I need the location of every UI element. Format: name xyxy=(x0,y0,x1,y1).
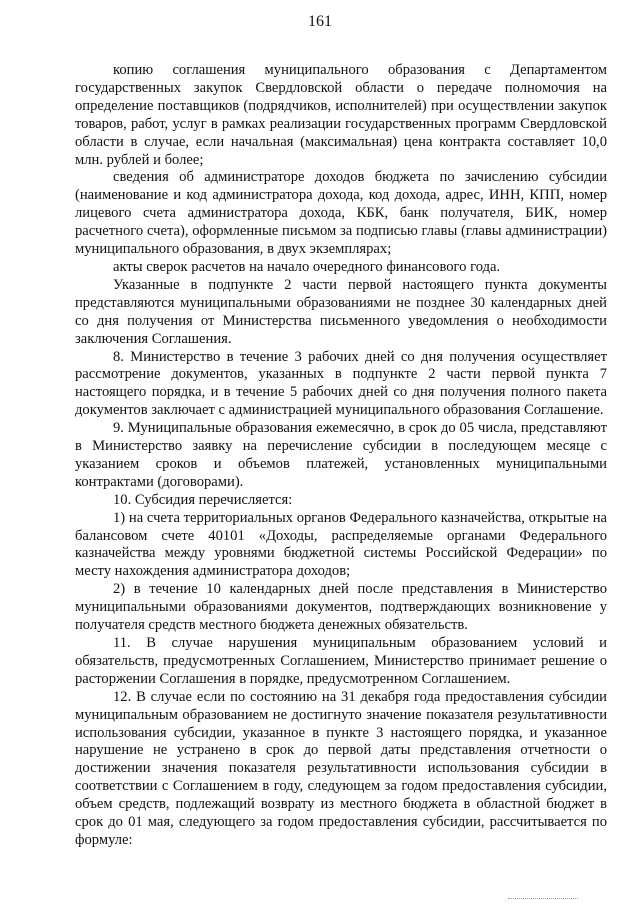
paragraph-reconciliation-acts: акты сверок расчетов на начало очередного финансового года. xyxy=(113,258,501,275)
paragraph-item-8: 8. Министерство в течение 3 рабочих дней со дня получения осуществляет рассмотрение документов, указанных в подпункте 2 части первой пункта 7 настоящего порядка, и в течение 5 рабочих дней со дня получения полного пакета документов заключает с администрацией муниципального образования Соглашение. xyxy=(75,348,607,419)
scan-artifact xyxy=(508,898,578,901)
paragraph-agreement-copy: копию соглашения муниципального образования с Департаментом государственных закупок Свердловской области о передаче полномочия на определение поставщиков (подрядчиков, исполнителей) при осуществлении закупок товаров, работ, услуг в рамках реализации государственных программ Свердловской области в случае, если начальная (максимальная) цена контракта составляет 10,0 млн. рублей и более; xyxy=(75,62,607,168)
paragraph-item-10: 10. Субсидия перечисляется: xyxy=(113,491,293,508)
paragraph-item-9: 9. Муниципальные образования ежемесячно, в срок до 05 числа, представляют в Министерство заявку на перечисление субсидии в последующем месяце с указанием сроков и объемов платежей, установленных муниципальными контрактами (договорами). xyxy=(75,420,607,490)
paragraph-item-10-1: 1) на счета территориальных органов Федерального казначейства, открытые на балансовом счете 40101 «Доходы, распределяемые органами Федерального казначейства между уровнями бюджетной системы Российской Федерации» по месту нахождения администратора доходов; xyxy=(75,509,607,580)
page-number: 161 xyxy=(308,13,332,30)
paragraph-submission-deadline: Указанные в подпункте 2 части первой настоящего пункта документы представляются муниципальными образованиями не позднее 30 календарных дней со дня получения от Министерства письменного уведомления о необходимости заключения Соглашения. xyxy=(75,276,607,347)
document-body xyxy=(75,62,607,850)
paragraph-revenue-admin-info: сведения об администраторе доходов бюджета по зачислению субсидии (наименование и код администратора дохода, код дохода, адрес, ИНН, КПП, номер лицевого счета администратора дохода, КБК, банк получателя, БИК, номер расчетного счета), оформленные письмом за подписью главы (главы администрации) муниципального образования, в двух экземплярах; xyxy=(75,169,607,258)
paragraph-item-12: 12. В случае если по состоянию на 31 декабря года предоставления субсидии муниципальным образованием не достигнуто значение показателя результативности использования субсидии, указанное в пункте 3 настоящего порядка, и указанное нарушение не устранено в срок до первой даты представления отчетности о достижении значения показателя результативности использования субсидии в соответствии с Соглашением в году, следующем за годом предоставления субсидии, объем средств, подлежащий возврату из местного бюджета в областной бюджет в срок до 01 мая, следующего за годом предоставления субсидии, рассчитывается по формуле: xyxy=(75,688,607,848)
paragraph-item-11: 11. В случае нарушения муниципальным образованием условий и обязательств, предусмотренных Соглашением, Министерство принимает решение о расторжении Соглашения в порядке, предусмотренном Соглашением. xyxy=(75,635,607,687)
paragraph-item-10-2: 2) в течение 10 календарных дней после представления в Министерство муниципальными образованиями документов, подтверждающих возникновение у получателя средств местного бюджета денежных обязательств. xyxy=(75,581,607,634)
